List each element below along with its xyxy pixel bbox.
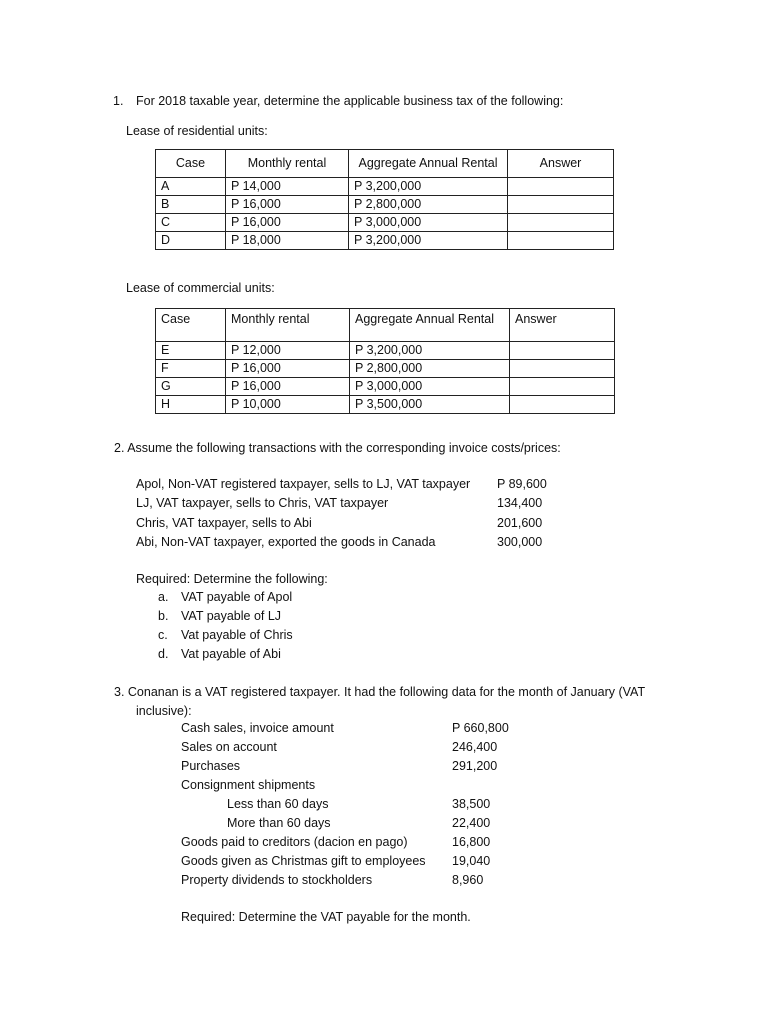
list-item (0, 609, 768, 628)
table-row (156, 232, 614, 250)
column-header: Case (156, 150, 226, 178)
data-row (0, 816, 768, 835)
table-row (156, 360, 615, 378)
table-cell: P 16,000 (226, 378, 350, 396)
item-text: VAT payable of Apol (181, 590, 293, 604)
table-cell: G (156, 378, 226, 396)
residential-table (155, 149, 614, 250)
transaction-row (0, 477, 768, 496)
table-row (156, 178, 614, 196)
data-label: More than 60 days (227, 816, 331, 830)
answer-cell[interactable] (510, 378, 615, 396)
data-label: Less than 60 days (227, 797, 329, 811)
q2-text: 2. Assume the following transactions with the corresponding invoice costs/prices: (114, 441, 561, 455)
item-letter: b. (158, 609, 169, 623)
data-label: Sales on account (181, 740, 277, 754)
data-amount: 291,200 (452, 759, 498, 773)
transaction-row (0, 516, 768, 535)
table-cell: F (156, 360, 226, 378)
data-amount: 38,500 (452, 797, 491, 811)
table-cell: P 3,200,000 (349, 178, 508, 196)
data-row (0, 873, 768, 892)
column-header: Case (156, 309, 226, 342)
table-cell: P 12,000 (226, 342, 350, 360)
item-text: VAT payable of LJ (181, 609, 282, 623)
q1-text: For 2018 taxable year, determine the applicable business tax of the following: (136, 94, 564, 108)
table-cell: P 3,500,000 (350, 396, 510, 414)
q3-line2: inclusive): (136, 704, 192, 718)
table-row (156, 378, 615, 396)
answer-cell[interactable] (510, 342, 615, 360)
table-cell: B (156, 196, 226, 214)
data-amount: 19,040 (452, 854, 491, 868)
table-cell: C (156, 214, 226, 232)
q2-required: Required: Determine the following: (136, 572, 328, 586)
table-cell: P 2,800,000 (350, 360, 510, 378)
data-amount: 8,960 (452, 873, 484, 887)
answer-cell[interactable] (508, 232, 614, 250)
transaction-amount: 201,600 (497, 515, 543, 530)
data-amount: 246,400 (452, 740, 498, 754)
data-amount: 16,800 (452, 835, 491, 849)
q3-required: Required: Determine the VAT payable for the month. (181, 910, 471, 924)
table-row (156, 214, 614, 232)
item-letter: a. (158, 590, 169, 604)
answer-cell[interactable] (508, 178, 614, 196)
data-label: Consignment shipments (181, 778, 316, 792)
table-cell: P 16,000 (226, 360, 350, 378)
transaction-label: LJ, VAT taxpayer, sells to Chris, VAT taxpayer (136, 496, 389, 511)
list-item (0, 647, 768, 666)
answer-cell[interactable] (510, 360, 615, 378)
data-row (0, 854, 768, 873)
data-amount: P 660,800 (452, 721, 509, 735)
answer-cell[interactable] (510, 396, 615, 414)
data-row (0, 797, 768, 816)
data-row (0, 740, 768, 759)
data-amount: 22,400 (452, 816, 491, 830)
transaction-label: Chris, VAT taxpayer, sells to Abi (136, 515, 312, 530)
table-row (156, 396, 615, 414)
table-cell: P 18,000 (226, 232, 349, 250)
data-label: Cash sales, invoice amount (181, 721, 334, 735)
commercial-table (155, 308, 615, 414)
q3-line1: 3. Conanan is a VAT registered taxpayer. It had the following data for the month of January (VAT (114, 685, 646, 699)
data-label: Property dividends to stockholders (181, 873, 373, 887)
data-label: Goods paid to creditors (dacion en pago) (181, 835, 408, 849)
data-row (0, 835, 768, 854)
transaction-amount: P 89,600 (497, 477, 547, 491)
table-cell: P 14,000 (226, 178, 349, 196)
table-cell: P 3,200,000 (349, 232, 508, 250)
data-label: Purchases (181, 759, 241, 773)
table-cell: P 3,000,000 (350, 378, 510, 396)
transaction-label: Abi, Non-VAT taxpayer, exported the goods in Canada (136, 534, 436, 549)
column-header: Answer (508, 150, 614, 178)
table-cell: P 3,200,000 (350, 342, 510, 360)
table-cell: H (156, 396, 226, 414)
transaction-row (0, 496, 768, 515)
table-row (156, 342, 615, 360)
column-header: Aggregate Annual Rental (349, 150, 508, 178)
column-header: Monthly rental (226, 150, 349, 178)
table-cell: P 3,000,000 (349, 214, 508, 232)
table-cell: A (156, 178, 226, 196)
item-letter: d. (158, 647, 169, 661)
column-header: Answer (510, 309, 615, 342)
table-cell: P 10,000 (226, 396, 350, 414)
transaction-amount: 300,000 (497, 534, 543, 549)
transaction-amount: 134,400 (497, 496, 543, 511)
transaction-row (0, 535, 768, 554)
list-item (0, 628, 768, 647)
table-cell: P 16,000 (226, 214, 349, 232)
commercial-title: Lease of commercial units: (126, 281, 275, 295)
item-text: Vat payable of Abi (181, 647, 281, 661)
table-row (156, 196, 614, 214)
data-label: Goods given as Christmas gift to employees (181, 854, 426, 868)
residential-title: Lease of residential units: (126, 124, 268, 138)
list-item (0, 590, 768, 609)
table-header-row (156, 150, 614, 178)
table-header-row (156, 309, 615, 342)
data-row (0, 759, 768, 778)
data-row (0, 778, 768, 797)
table-cell: P 16,000 (226, 196, 349, 214)
q1-number: 1. (113, 94, 124, 108)
transaction-label: Apol, Non-VAT registered taxpayer, sells to LJ, VAT taxpayer (136, 477, 471, 491)
data-row (0, 721, 768, 740)
item-letter: c. (158, 628, 168, 642)
answer-cell[interactable] (508, 196, 614, 214)
column-header: Monthly rental (226, 309, 350, 342)
answer-cell[interactable] (508, 214, 614, 232)
item-text: Vat payable of Chris (181, 628, 293, 642)
table-cell: P 2,800,000 (349, 196, 508, 214)
column-header: Aggregate Annual Rental (350, 309, 510, 342)
table-cell: D (156, 232, 226, 250)
table-cell: E (156, 342, 226, 360)
